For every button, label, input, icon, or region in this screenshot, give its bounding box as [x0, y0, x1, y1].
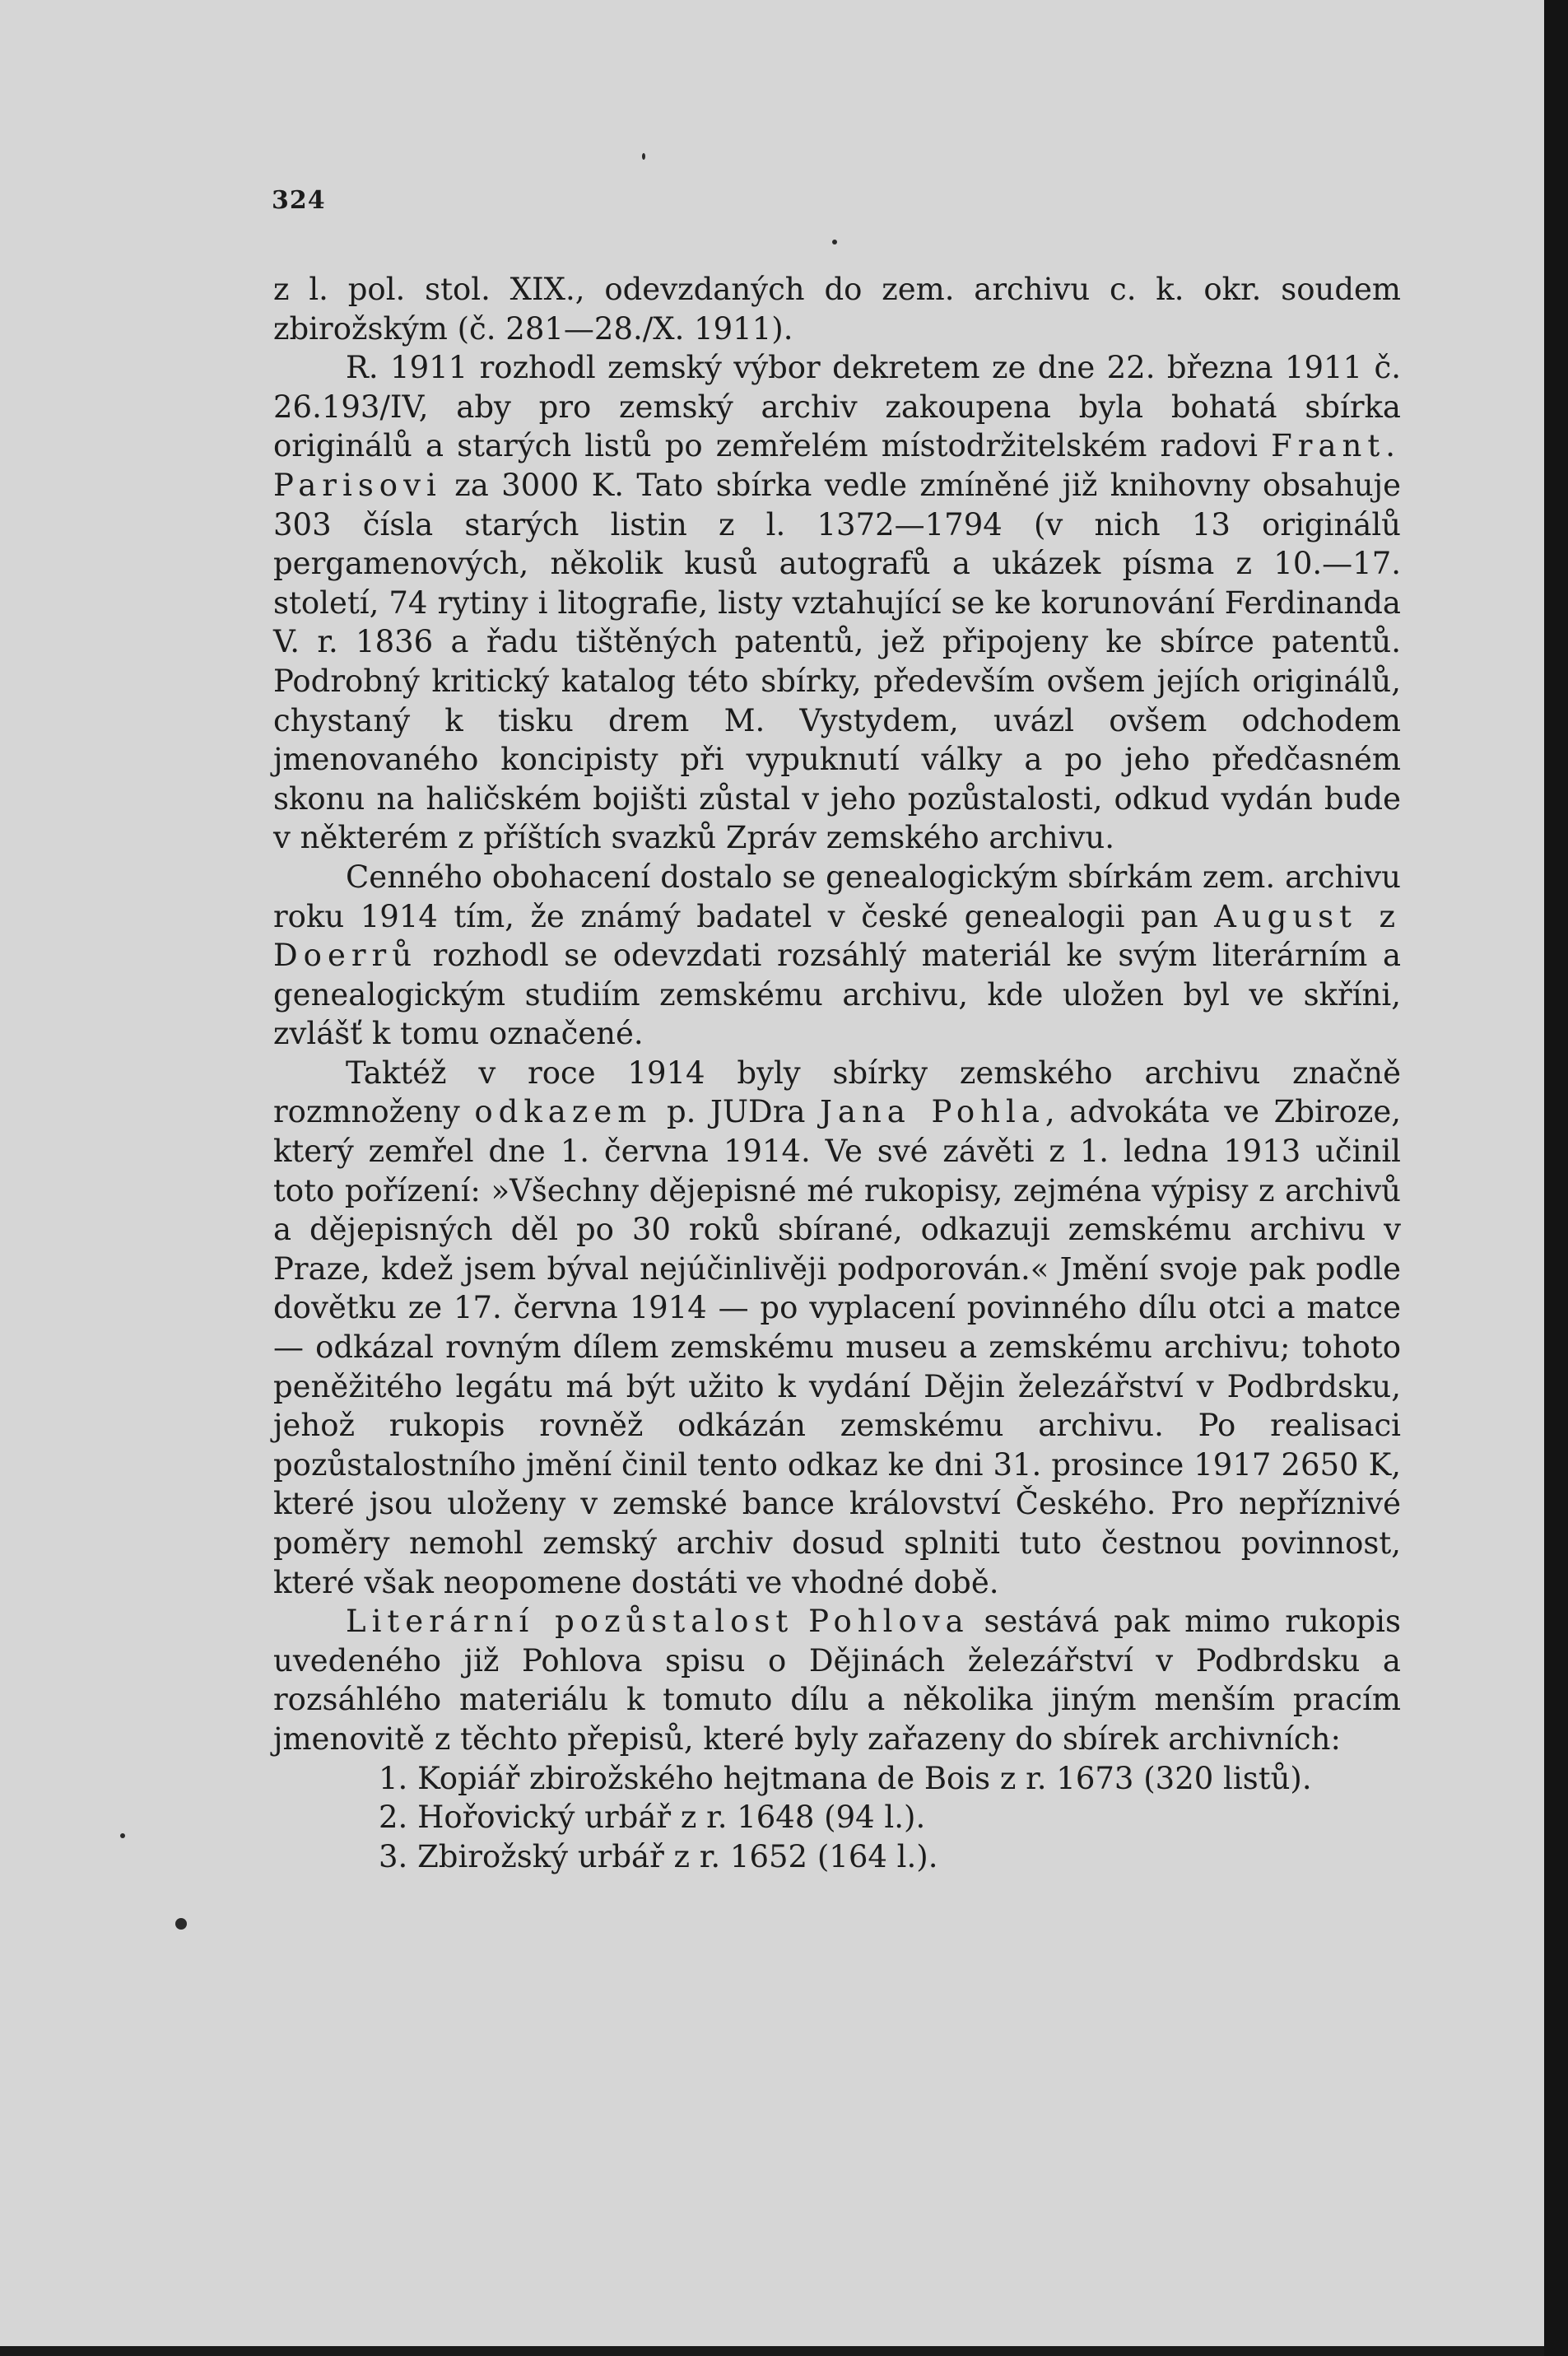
scan-speck	[120, 1833, 125, 1838]
name-pohlova: Pohlova	[808, 1604, 970, 1640]
paragraph-2-cont: za 3000 K. Tato sbírka vedle zmíněné již knihovny obsahuje 303 čísla starých listin z l. 1372—1794 (v nich 13 originálů pergamenových, několik kusů autografů a ukázek písma z 10.—17. století, 74 rytiny i litografie, listy vztahující se ke korunování Ferdinanda V. r. 1836 a řadu tištěných patentů, jež připojeny ke sbírce patentů. Podrobný kritický katalog této sbírky, především ovšem jejích originálů, chystaný k tisku drem M. Vystydem, uvázl ovšem odchodem jmenovaného koncipisty při vypuknutí války a po jeho předčasném skonu na haličském bojišti zůstal v jeho pozůstalosti, odkud vydán bude v některém z příštích svazků Zpráv zemského archivu.	[273, 467, 1402, 856]
paragraph-4	[273, 1054, 1401, 1602]
name-august-z-doerru: August z Doerrů	[273, 898, 1401, 974]
transcripts-list	[273, 1759, 1401, 1877]
paragraph-4-judra: p. JUDra	[666, 1094, 806, 1130]
scan-edge	[1544, 0, 1568, 2356]
paragraph-2	[273, 348, 1401, 858]
word-odkazem: odkazem	[474, 1094, 653, 1130]
list-item: 3. Zbirožský urbář z r. 1652 (164 l.).	[379, 1838, 938, 1874]
body-text	[273, 270, 1401, 1876]
scan-speck	[175, 1918, 187, 1930]
paragraph-3-cont: rozhodl se odevzdati rozsáhlý materiál ke svým literárním a genealogickým studiím zemskému archivu, kde uložen byl ve skříni, zvlášť k tomu označené.	[273, 938, 1401, 1052]
paragraph-1: z l. pol. stol. XIX., odevzdaných do zem. archivu c. k. okr. soudem zbirožským (č. 281—28./X. 1911).	[273, 272, 1401, 347]
scan-speck	[642, 153, 645, 160]
list-item: 1. Kopiář zbirožského hejtmana de Bois z r. 1673 (320 listů).	[379, 1760, 1312, 1796]
paragraph-2-text: R. 1911 rozhodl zemský výbor dekretem ze dne 22. března 1911 č. 26.193/IV, aby pro zemský archiv zakoupena byla bohatá sbírka originálů a starých listů po zemřelém místodržitelském radovi	[273, 350, 1401, 464]
heading-literarni-pozustalost: Literární pozůstalost	[346, 1604, 794, 1640]
scan-speck	[832, 240, 837, 244]
paragraph-3	[273, 858, 1401, 1054]
paragraph-4-cont: , advokáta ve Zbiroze, který zemřel dne 1. června 1914. Ve své závěti z 1. ledna 1913 učinil toto pořízení: »Všechny dějepisné mé rukopisy, zejména výpisy z archivů a dějepisných děl po 30 roků sbírané, odkazuji zemskému archivu v Praze, kdež jsem býval nejúčinlivěji podporován.« Jmění svoje pak podle dovětku ze 17. června 1914 — po vyplacení povinného dílu otci a matce — odkázal rovným dílem zemskému museu a zemskému archivu; tohoto peněžitého legátu má být užito k vydání Dějin železářství v Podbrdsku, jehož rukopis rovněž odkázán zemskému archivu. Po realisaci pozůstalostního jmění činil tento odkaz ke dni 31. prosince 1917 2650 K, které jsou uloženy v zemské bance království Českého. Pro nepříznivé poměry nemohl zemský archiv dosud splniti tuto čestnou povinnost, které však neopomene dostáti ve vhodné době.	[273, 1094, 1401, 1600]
name-jana-pohla: Jana Pohla	[820, 1094, 1045, 1130]
paragraph-5	[273, 1602, 1401, 1758]
paragraph-3-text: Cenného obohacení dostalo se genealogickým sbírkám zem. archivu roku 1914 tím, že známý badatel v české genealogii pan	[273, 859, 1401, 934]
list-item: 2. Hořovický urbář z r. 1648 (94 l.).	[379, 1800, 926, 1836]
paragraph-5-text: sestává pak mimo rukopis uvedeného již Pohlova spisu o Dějinách železářství v Podbrdsku a rozsáhlého materiálu k tomuto dílu a několika jiným menším pracím jmenovitě z těchto přepisů, které byly zařazeny do sbírek archivních:	[273, 1604, 1401, 1757]
paragraph-4-text: Taktéž v roce 1914 byly sbírky zemského archivu značně rozmnoženy	[273, 1055, 1401, 1130]
name-parisovi: Frant. Parisovi	[273, 428, 1401, 503]
page-number: 324	[272, 186, 326, 215]
